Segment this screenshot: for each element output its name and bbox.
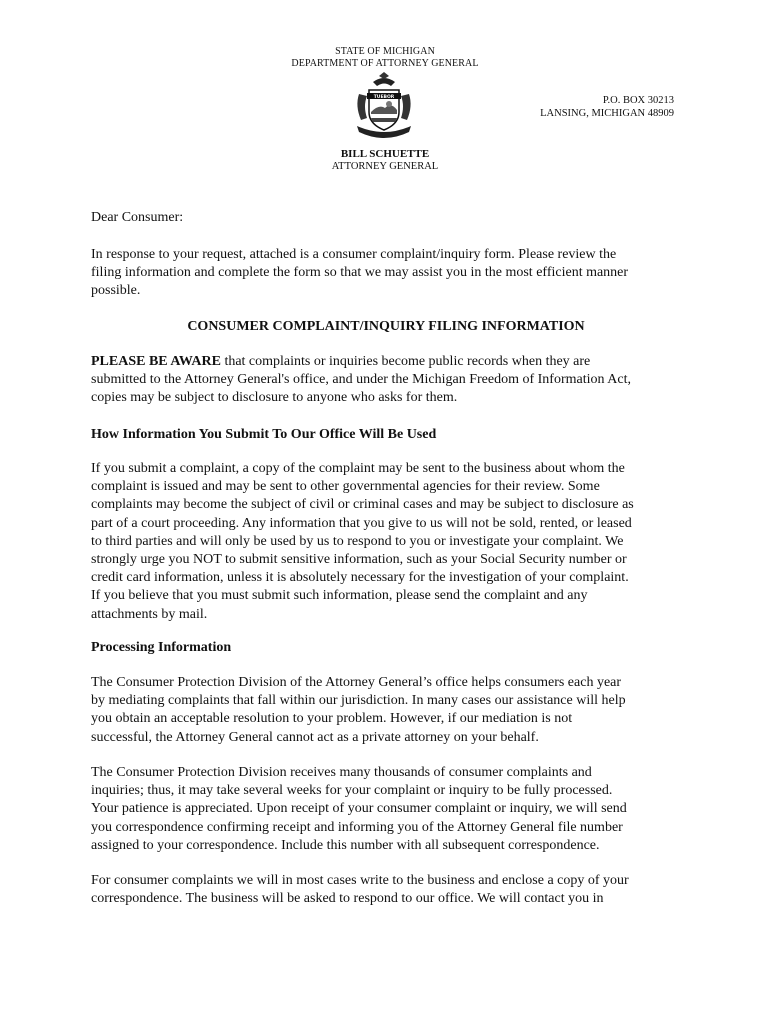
how-line: credit card information, unless it is absolutely necessary for the investigation of your complaint. [91,570,629,586]
michigan-seal-icon [349,72,419,142]
how-line: If you believe that you must submit such information, please send the complaint and any [91,588,588,604]
how-heading: How Information You Submit To Our Office Will Be Used [91,427,437,442]
processing-paragraph-3 [91,872,691,908]
intro-line: possible. [91,283,141,299]
intro-line: In response to your request, attached is a consumer complaint/inquiry form. Please review the [91,247,617,262]
how-line: attachments by mail. [91,606,208,622]
processing-heading: Processing Information [91,640,232,655]
department-name: DEPARTMENT OF ATTORNEY GENERAL [291,58,479,69]
city-state-zip: LANSING, MICHIGAN 48909 [540,108,674,119]
intro-line: filing information and complete the form so that we may assist you in the most efficient manner [91,265,629,281]
how-line: strongly urge you NOT to submit sensitive information, such as your Social Security number or [91,552,627,568]
state-name: STATE OF MICHIGAN [335,46,435,57]
aware-line: submitted to the Attorney General's office, and under the Michigan Freedom of Information Act, [91,372,631,388]
aware-line: copies may be subject to disclosure to anyone who asks for them. [91,390,458,406]
processing-line: assigned to your correspondence. Include this number with all subsequent correspondence. [91,837,600,853]
aware-line: that complaints or inquiries become public records when they are [220,354,591,369]
processing-line: by mediating complaints that fall within our jurisdiction. In many cases our assistance will help [91,693,626,709]
aware-paragraph [91,353,691,408]
how-line: part of a court proceeding. Any information that you give to us will not be sold, rented, or leased [91,515,632,531]
seal-motto: TUEBOR [373,95,395,100]
how-line: to third parties and will only be used by us to respond to you or investigate your complaint. We [91,533,624,549]
processing-paragraph-2 [91,764,691,855]
processing-paragraph-1 [91,674,691,747]
intro-paragraph [91,246,691,301]
how-line: complaints may become the subject of civil or criminal cases and may be subject to disclosure as [91,497,634,513]
processing-line: The Consumer Protection Division receives many thousands of consumer complaints and [91,765,592,780]
processing-line: Your patience is appreciated. Upon receipt of your consumer complaint or inquiry, we will send [91,801,627,817]
aware-lead: PLEASE BE AWARE [91,354,221,369]
processing-line: For consumer complaints we will in most cases write to the business and enclose a copy of your [91,873,629,888]
processing-line: inquiries; thus, it may take several weeks for your complaint or inquiry to be fully processed. [91,783,613,799]
how-line: complaint is issued and may be sent to other governmental agencies for their review. Some [91,479,600,495]
processing-line: you correspondence confirming receipt and informing you of the Attorney General file number [91,819,623,835]
processing-line: you obtain an acceptable resolution to your problem. However, if our mediation is not [91,711,573,727]
attorney-general-title: ATTORNEY GENERAL [331,161,439,172]
attorney-general-name: BILL SCHUETTE [340,148,430,160]
section-title: CONSUMER COMPLAINT/INQUIRY FILING INFORMATION [187,319,585,334]
po-box: P.O. BOX 30213 [602,95,674,106]
processing-line: The Consumer Protection Division of the Attorney General’s office helps consumers each year [91,675,622,690]
how-paragraph [91,460,691,624]
how-line: If you submit a complaint, a copy of the complaint may be sent to the business about whom the [91,461,625,476]
processing-line: successful, the Attorney General cannot act as a private attorney on your behalf. [91,729,539,745]
salutation: Dear Consumer: [91,210,184,225]
processing-line: correspondence. The business will be asked to respond to our office. We will contact you in [91,891,604,907]
